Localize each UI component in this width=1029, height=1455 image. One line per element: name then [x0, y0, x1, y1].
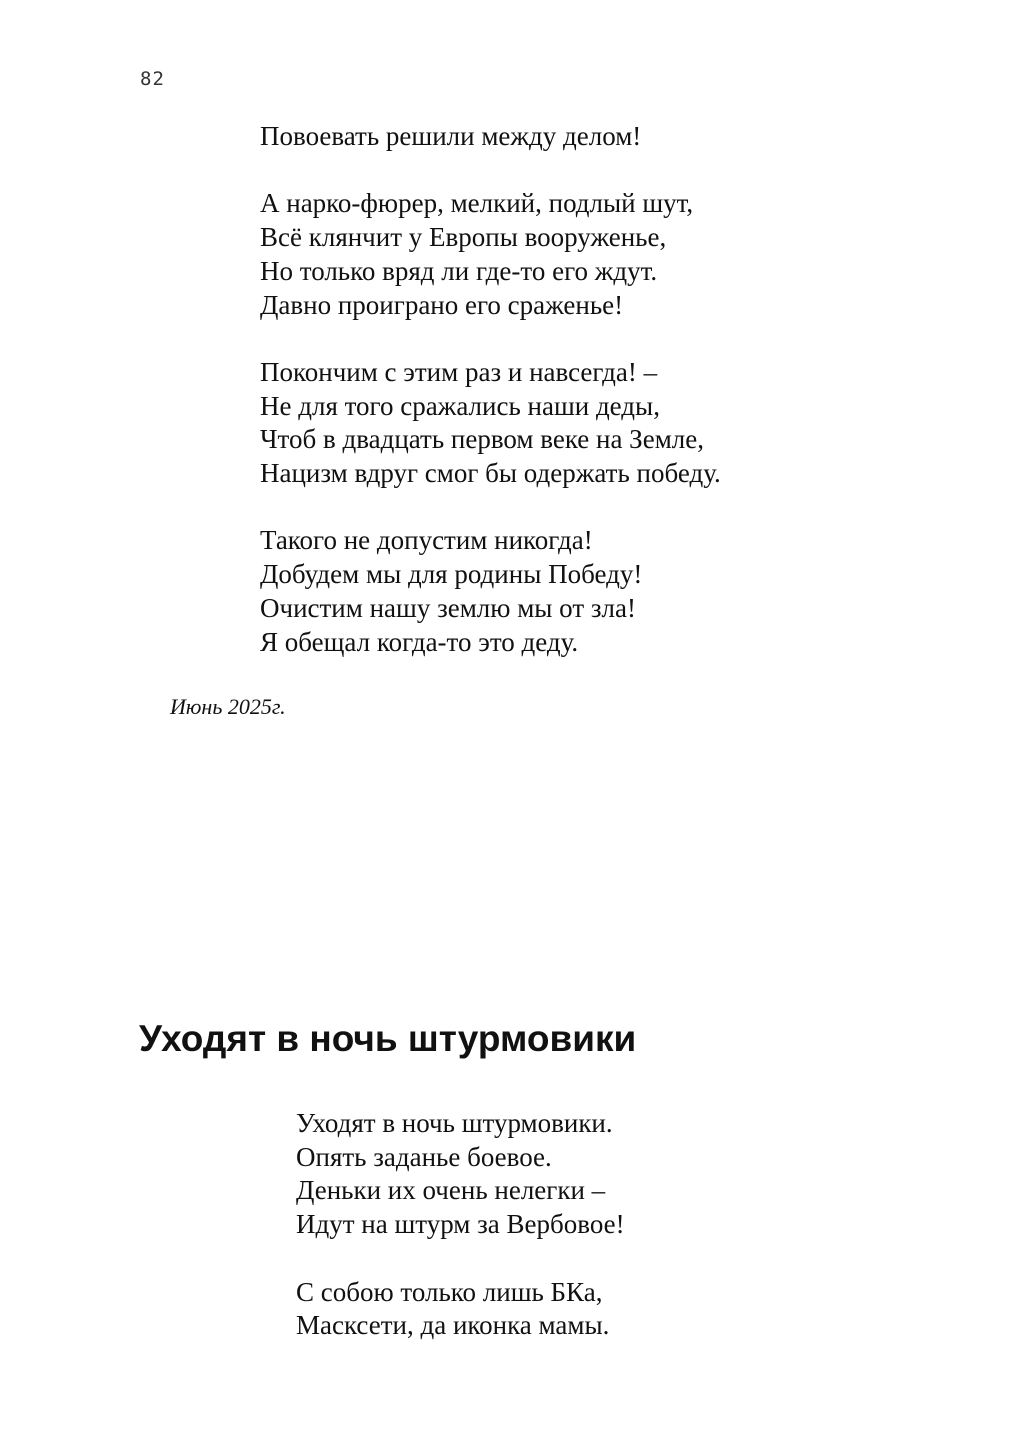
page-number: 82 — [140, 68, 165, 90]
poem-line: Опять заданье боевое. — [296, 1141, 552, 1172]
poem-line: Повоевать решили между делом! — [260, 121, 642, 151]
poem-line: Чтоб в двадцать первом веке на Земле, — [260, 424, 704, 455]
poem-line: Я обещал когда-то это деду. — [260, 626, 579, 657]
poem-line: А нарко-фюрер, мелкий, подлый шут, — [260, 188, 694, 219]
poem-line: Идут на штурм за Вербовое! — [296, 1209, 625, 1240]
poem-line: Уходят в ночь штурмовики. — [296, 1108, 613, 1138]
poem-line: С собою только лишь БКа, — [296, 1276, 603, 1307]
poem-line: Масксети, да иконка мамы. — [296, 1310, 610, 1341]
stanza — [260, 187, 721, 322]
stanza — [260, 356, 721, 491]
poem-line: Такого не допустим никогда! — [260, 525, 593, 556]
poem-line: Деньки их очень нелегки – — [296, 1175, 606, 1206]
poem-line: Нацизм вдруг смог бы одержать победу. — [260, 458, 721, 488]
poem-date: Июнь 2025г. — [170, 694, 286, 719]
stanza — [296, 1107, 625, 1242]
stanza — [296, 1276, 625, 1343]
poem-line: Очистим нашу землю мы от зла! — [260, 592, 636, 623]
poem-line: Не для того сражались наши деды, — [260, 390, 660, 421]
stanza — [260, 120, 721, 154]
poem-new — [296, 1107, 625, 1377]
poem-line: Но только вряд ли где-то его ждут. — [260, 255, 658, 286]
poem-line: Покончим с этим раз и навсегда! – — [260, 356, 658, 387]
poem-title: Уходят в ночь штурмовики — [139, 1018, 637, 1059]
poem-line: Добудем мы для родины Победу! — [260, 559, 643, 590]
poem-continuation — [260, 120, 721, 693]
poem-line: Всё клянчит у Европы вооруженье, — [260, 222, 667, 253]
poem-line: Давно проиграно его сраженье! — [260, 289, 624, 320]
stanza — [260, 524, 721, 659]
